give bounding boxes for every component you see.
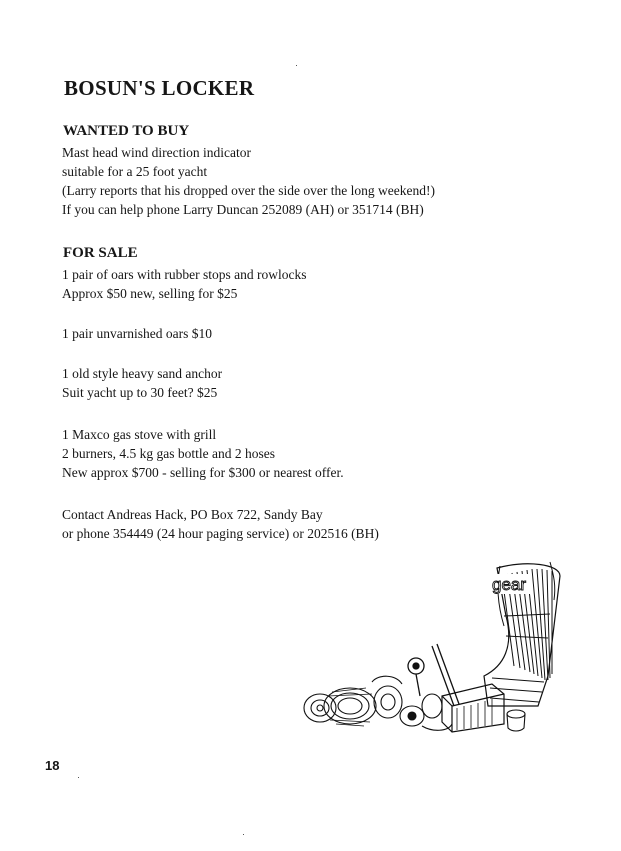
sale-item-stove-line: 2 burners, 4.5 kg gas bottle and 2 hoses [62,446,275,461]
for-sale-section [62,243,522,543]
sale-item-stove-line: 1 Maxco gas stove with grill [62,427,217,442]
wanted-line: Mast head wind direction indicator [62,145,251,160]
sale-item-anchor-line: Suit yacht up to 30 feet? $25 [62,385,218,400]
for-sale-heading: FOR SALE [63,245,138,261]
scan-speck [243,834,244,835]
scan-speck [296,65,297,66]
sale-item-stove-line: New approx $700 - selling for $300 or nearest offer. [62,465,344,480]
wanted-line: If you can help phone Larry Duncan 252089 (AH) or 351714 (BH) [62,202,424,217]
sale-item-unvarnished-oars-line: 1 pair unvarnished oars $10 [62,326,212,341]
wanted-heading: WANTED TO BUY [63,123,190,139]
wanted-line: (Larry reports that his dropped over the side over the long weekend!) [62,183,435,198]
contact-line: or phone 354449 (24 hour paging service) or 202516 (BH) [62,526,379,541]
page-number: 18 [45,758,60,773]
wanted-section [62,121,522,219]
gear-pile-illustration [292,556,564,736]
wanted-line: suitable for a 25 foot yacht [62,164,208,179]
gear-label: gear [492,575,527,594]
page-title: BOSUN'S LOCKER [64,76,255,100]
sale-item-oars-line: Approx $50 new, selling for $25 [62,286,238,301]
sale-item-oars-line: 1 pair of oars with rubber stops and rowlocks [62,267,307,282]
contact-line: Contact Andreas Hack, PO Box 722, Sandy Bay [62,507,323,522]
scan-speck [78,777,79,778]
sale-item-anchor-line: 1 old style heavy sand anchor [62,366,223,381]
